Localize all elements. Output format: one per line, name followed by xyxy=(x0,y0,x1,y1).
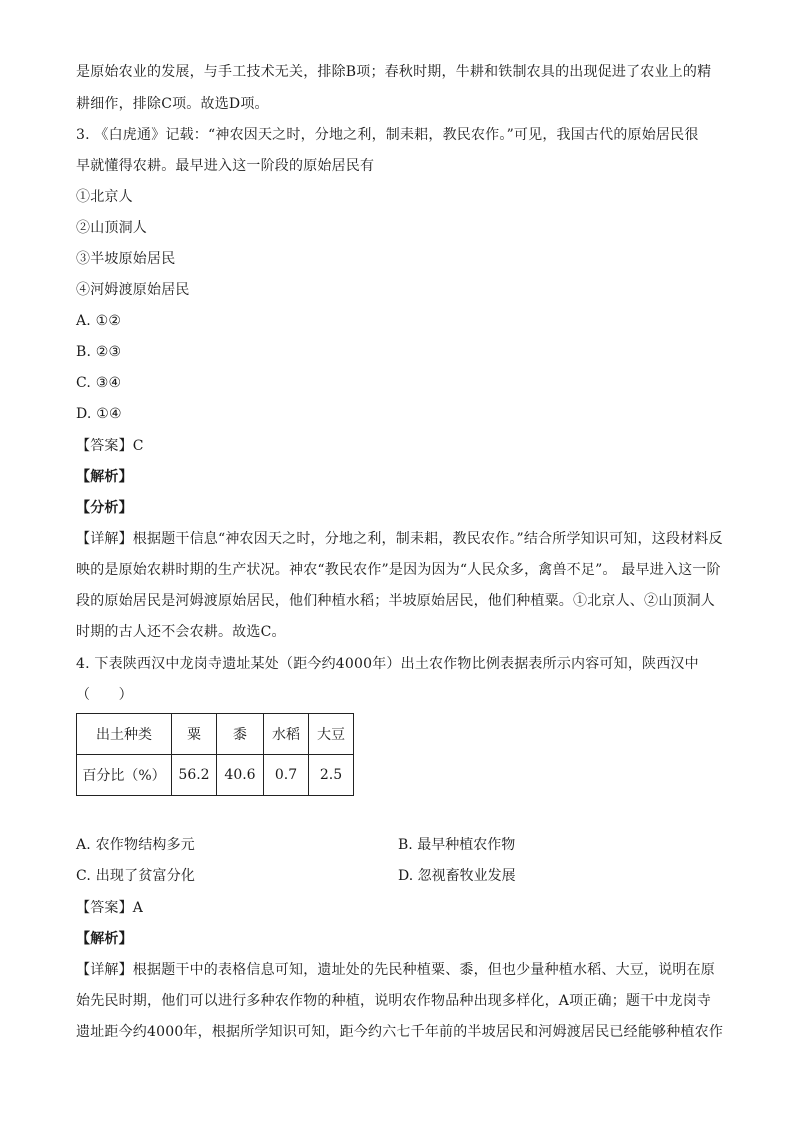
detail-text: 始先民时期，他们可以进行多种农作物的种植，说明农作物品种出现多样化，A项正确；题干中龙岗寺 xyxy=(76,993,712,1009)
analysis-heading: 【解析】 xyxy=(76,469,133,485)
option-a: A. ①② xyxy=(76,313,122,329)
crop-ratio-table xyxy=(76,713,354,796)
detail-text: 【详解】根据题干信息“神农因天之时，分地之利，制耒耜，教民农作。”结合所学知识可知，这段材料反 xyxy=(76,531,723,547)
table-cell: 0.7 xyxy=(264,755,309,796)
q4-option-a: A. 农作物结构多元 xyxy=(76,837,196,853)
analysis-heading: 【解析】 xyxy=(76,931,133,947)
detail-text: 映的是原始农耕时期的生产状况。神农“教民农作”是因为因为“人民众多，禽兽不足”。 最早进入这一阶 xyxy=(76,562,721,578)
table-row xyxy=(77,755,354,796)
item-4: ④河姆渡原始居民 xyxy=(76,282,190,298)
item-1: ①北京人 xyxy=(76,189,133,205)
analysis-sub-heading: 【分析】 xyxy=(76,500,133,516)
table-cell: 56.2 xyxy=(172,755,217,796)
detail-text: 【详解】根据题干中的表格信息可知，遗址处的先民种植粟、黍，但也少量种植水稻、大豆，说明在原 xyxy=(76,962,715,978)
q4-option-b: B. 最早种植农作物 xyxy=(398,837,516,853)
table-row xyxy=(77,714,354,755)
item-2: ②山顶洞人 xyxy=(76,220,147,236)
table-cell: 2.5 xyxy=(309,755,354,796)
table-cell: 黍 xyxy=(217,714,264,755)
table-cell: 水稻 xyxy=(264,714,309,755)
table-cell: 出土种类 xyxy=(77,714,172,755)
option-b: B. ②③ xyxy=(76,344,122,360)
detail-text: 时期的古人还不会农耕。故选C。 xyxy=(76,624,286,640)
table-cell: 百分比（%） xyxy=(77,755,172,796)
answer-label: 【答案】C xyxy=(76,438,144,454)
table-cell: 粟 xyxy=(172,714,217,755)
q4-option-d: D. 忽视畜牧业发展 xyxy=(398,868,516,884)
q4-option-c: C. 出现了贫富分化 xyxy=(76,868,196,884)
detail-text: 段的原始居民是河姆渡原始居民，他们种植水稻；半坡原始居民，他们种植粟。①北京人、②山顶洞人 xyxy=(76,593,715,609)
text-line: 早就懂得农耕。最早进入这一阶段的原始居民有 xyxy=(76,158,375,174)
option-c: C. ③④ xyxy=(76,375,122,391)
table-cell: 大豆 xyxy=(309,714,354,755)
question-3-stem: 3. 《白虎通》记载：“神农因天之时，分地之利，制耒耜，教民农作。”可见，我国古代的原始居民很 xyxy=(76,127,699,143)
table-cell: 40.6 xyxy=(217,755,264,796)
option-d: D. ①④ xyxy=(76,406,122,422)
answer-blank: （ ） xyxy=(76,687,133,703)
text-line: 是原始农业的发展，与手工技术无关，排除B项；春秋时期，牛耕和铁制农具的出现促进了农业上的精 xyxy=(76,64,712,80)
text-line: 耕细作，排除C项。故选D项。 xyxy=(76,96,269,112)
detail-text: 遗址距今约4000年，根据所学知识可知，距今约六七千年前的半坡居民和河姆渡居民已经能够种植农作 xyxy=(76,1024,724,1040)
item-3: ③半坡原始居民 xyxy=(76,251,176,267)
answer-label: 【答案】A xyxy=(76,900,144,916)
question-4-stem: 4. 下表陕西汉中龙岗寺遗址某处（距今约4000年）出土农作物比例表据表所示内容可知，陕西汉中 xyxy=(76,656,699,672)
